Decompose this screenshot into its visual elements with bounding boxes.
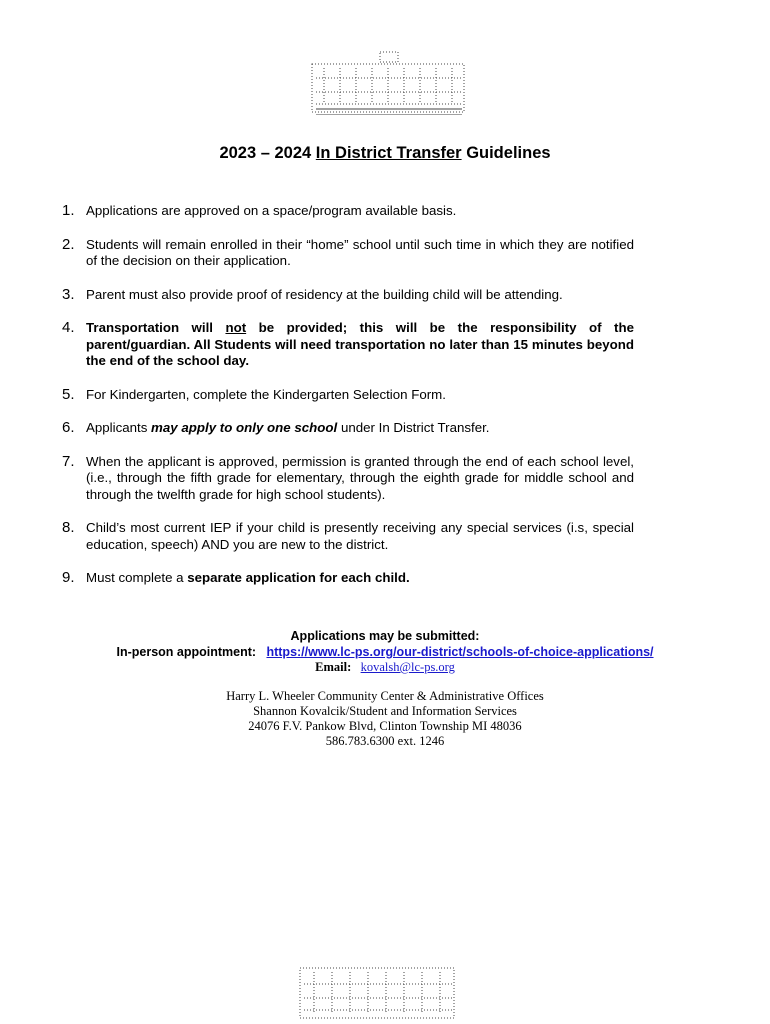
- guideline-item: [60, 520, 634, 553]
- item-number: 5.: [62, 385, 75, 403]
- item-text: separate application for each child.: [187, 570, 410, 585]
- item-text: Applications are approved on a space/program available basis.: [86, 203, 457, 218]
- item-number: 4.: [62, 319, 75, 336]
- item-text: Must complete a: [86, 570, 188, 585]
- district-logo-bottom: [298, 952, 458, 1024]
- item-number: 7.: [62, 452, 75, 470]
- item-text: Parent must also provide proof of residency at the building child will be attending.: [86, 286, 563, 302]
- item-number: 3.: [62, 285, 75, 303]
- item-number: 9.: [62, 569, 75, 586]
- item-text: may apply to only one school: [151, 420, 338, 435]
- inperson-line: [0, 644, 770, 660]
- submission-info: [0, 628, 770, 749]
- guideline-item: [60, 454, 634, 504]
- item-number: 2.: [62, 235, 75, 253]
- item-text: When the applicant is approved, permission is granted through the end of each school level, (i.e., through the fifth grade for elementary, through the eighth grade for middle school and through the twelfth grade for high school students).: [86, 453, 634, 502]
- page-title: [0, 144, 770, 163]
- item-text: Applicants: [86, 420, 152, 435]
- guideline-item: [60, 287, 634, 304]
- item-text: not: [225, 320, 247, 335]
- email-label: Email:: [315, 660, 352, 674]
- title-program: In District Transfer: [315, 144, 462, 162]
- item-text: Students will remain enrolled in their “home” school until such time in which they are notified of the decision on their application.: [86, 236, 634, 268]
- address-line-1: Harry L. Wheeler Community Center & Administrative Offices: [226, 689, 544, 703]
- guideline-item: [60, 387, 634, 404]
- item-number: 8.: [62, 519, 75, 536]
- guideline-item: [60, 203, 634, 220]
- address-line-3: 24076 F.V. Pankow Blvd, Clinton Township MI 48036: [248, 719, 522, 733]
- email-line: [0, 660, 770, 675]
- item-number: 6.: [62, 419, 75, 436]
- item-text: Transportation will: [86, 320, 226, 335]
- guideline-item: [60, 420, 634, 437]
- applications-link[interactable]: https://www.lc-ps.org/our-district/schools-of-choice-applications/: [266, 645, 654, 659]
- guideline-item: [60, 570, 634, 587]
- item-number: 1.: [62, 202, 75, 219]
- submission-heading: Applications may be submitted:: [290, 629, 480, 643]
- email-link[interactable]: kovalsh@lc-ps.org: [360, 660, 455, 674]
- guideline-item: [60, 237, 634, 270]
- item-text: For Kindergarten, complete the Kindergarten Selection Form.: [86, 386, 446, 402]
- item-text: Child’s most current IEP if your child is presently receiving any special services (i.s, special education, speech) AND you are new to the district.: [86, 520, 634, 552]
- address-line-2: Shannon Kovalcik/Student and Information Services: [253, 704, 517, 718]
- title-suffix: Guidelines: [466, 144, 551, 162]
- title-year: 2023 – 2024: [219, 144, 312, 162]
- guidelines-list: [60, 203, 634, 587]
- district-logo: [310, 48, 468, 120]
- address-line-4: 586.783.6300 ext. 1246: [325, 734, 445, 748]
- guideline-item: [60, 320, 634, 370]
- item-text: under In District Transfer.: [337, 420, 490, 435]
- item-text: be provided; this will be the responsibility of the parent/guardian. All Students will need transportation no later than 15 minutes beyond the end of the school day.: [86, 320, 634, 368]
- inperson-label: In-person appointment:: [116, 645, 257, 659]
